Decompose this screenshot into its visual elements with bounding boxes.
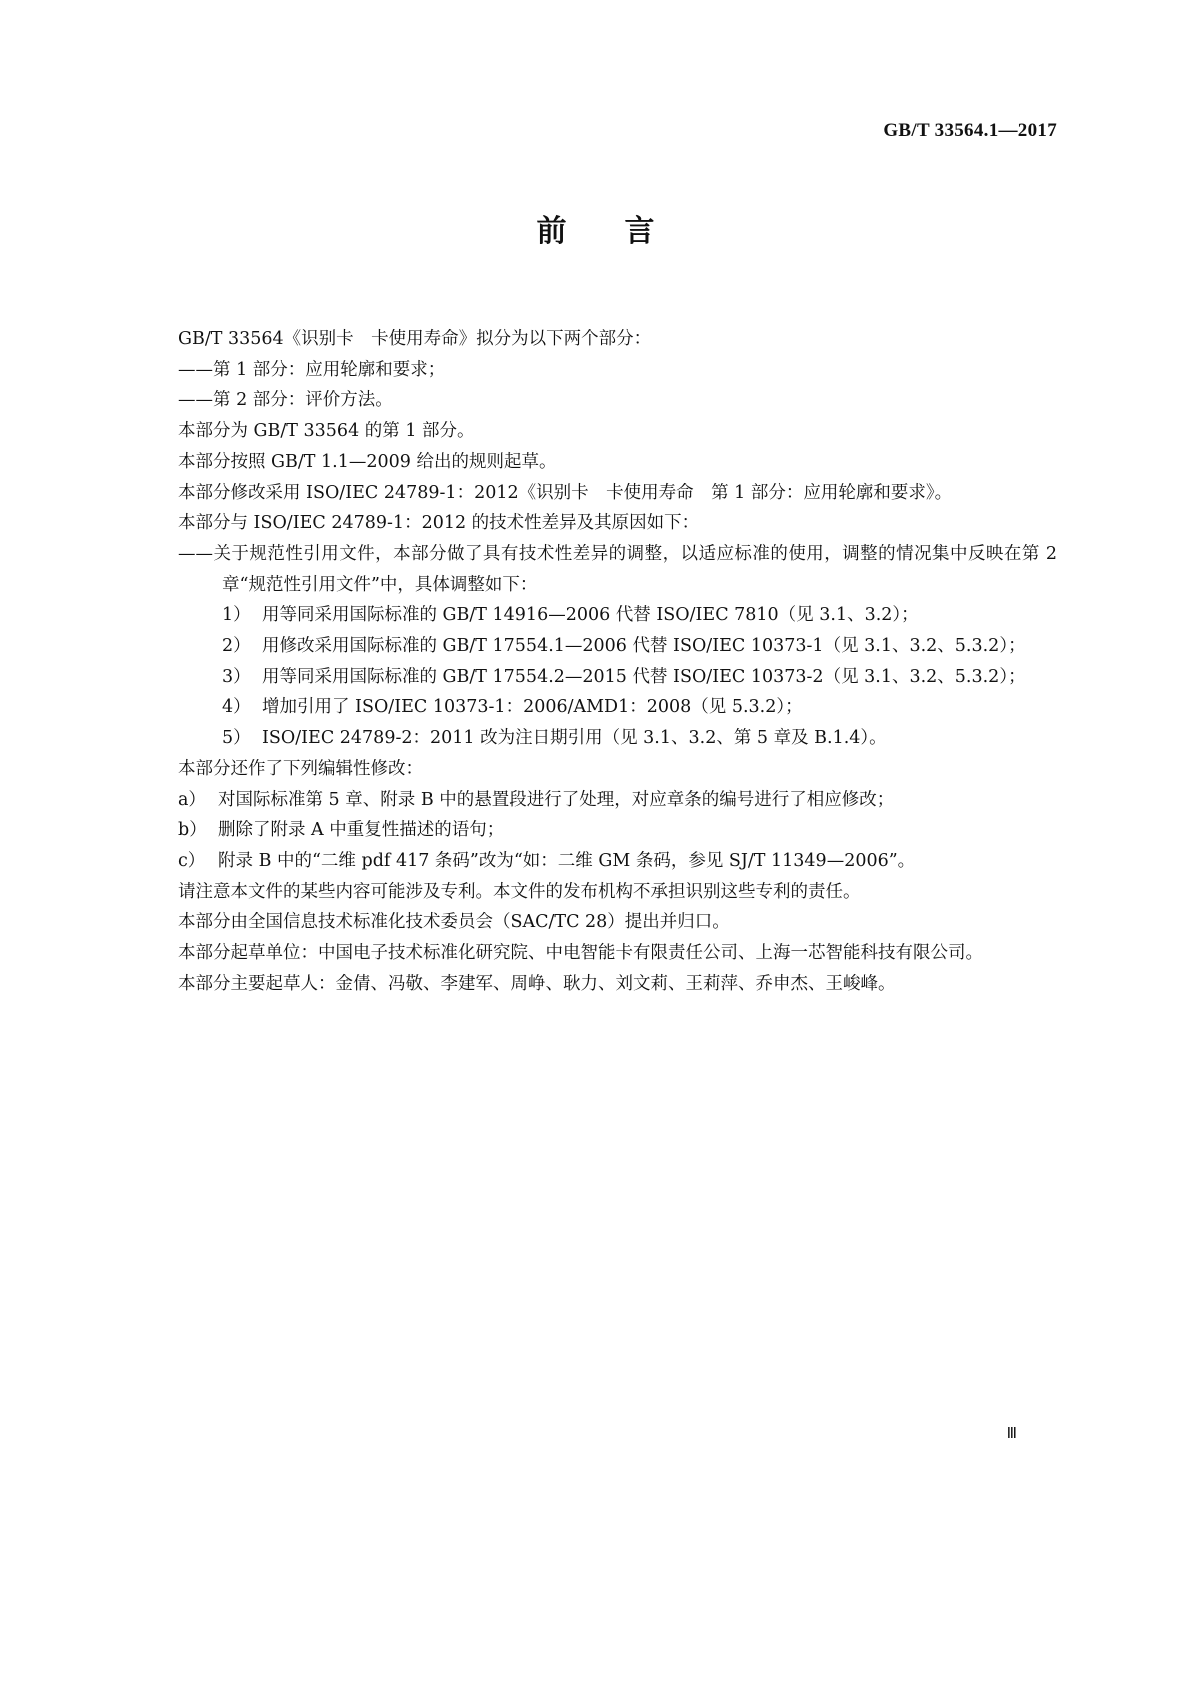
item-text: 用等同采用国际标准的 GB/T 17554.2—2015 代替 ISO/IEC 10373-2（见 3.1、3.2、5.3.2）； xyxy=(262,666,1026,687)
item-label: 1） xyxy=(222,605,251,626)
paragraph-series-intro: GB/T 33564《识别卡 卡使用寿命》拟分为以下两个部分： xyxy=(178,329,652,349)
item-text: 对国际标准第 5 章、附录 B 中的悬置段进行了处理，对应章条的编号进行了相应修改； xyxy=(218,789,895,810)
editorial-item-a xyxy=(134,785,1057,816)
item-label: 4） xyxy=(222,697,251,718)
paragraph-patent-notice: 请注意本文件的某些内容可能涉及专利。本文件的发布机构不承担识别这些专利的责任。 xyxy=(178,881,861,902)
paragraph-adoption: 本部分修改采用 ISO/IEC 24789-1：2012《识别卡 卡使用寿命 第 1 部分：应用轮廓和要求》。 xyxy=(178,482,953,503)
item-text: ISO/IEC 24789-2：2011 改为注日期引用（见 3.1、3.2、第 5 章及 B.1.4）。 xyxy=(262,728,887,749)
paragraph-proposer: 本部分由全国信息技术标准化技术委员会（SAC/TC 28）提出并归口。 xyxy=(178,912,730,933)
item-text: 附录 B 中的“二维 pdf 417 条码”改为“如：二维 GM 条码，参见 SJ/T 11349—2006”。 xyxy=(218,850,916,871)
numbered-item-5 xyxy=(134,723,1057,754)
page-title: 前言 xyxy=(536,214,713,249)
numbered-item-1 xyxy=(134,600,1057,631)
item-label: a） xyxy=(178,789,206,810)
standard-number: GB/T 33564.1—2017 xyxy=(883,120,1057,141)
numbered-item-4 xyxy=(134,692,1057,723)
item-text: 用等同采用国际标准的 GB/T 14916—2006 代替 ISO/IEC 7810（见 3.1、3.2）； xyxy=(262,605,919,626)
paragraph-part-statement: 本部分为 GB/T 33564 的第 1 部分。 xyxy=(178,421,475,442)
item-text: 用修改采用国际标准的 GB/T 17554.1—2006 代替 ISO/IEC 10373-1（见 3.1、3.2、5.3.2）； xyxy=(262,636,1026,657)
numbered-item-2 xyxy=(134,631,1057,662)
item-label: 2） xyxy=(222,636,251,657)
list-item-normative-references: ——关于规范性引用文件，本部分做了具有技术性差异的调整，以适应标准的使用，调整的情况集中反映在第 2 章“规范性引用文件”中，具体调整如下： xyxy=(178,543,1057,595)
editorial-item-b xyxy=(134,815,1057,846)
paragraph-drafters: 本部分主要起草人：金倩、冯敬、李建军、周峥、耿力、刘文莉、王莉萍、乔申杰、王峻峰。 xyxy=(178,973,896,994)
item-label: b） xyxy=(178,820,207,841)
item-label: c） xyxy=(178,850,206,871)
paragraph-editorial-intro: 本部分还作了下列编辑性修改： xyxy=(178,758,423,779)
page-number: Ⅲ xyxy=(1006,1426,1017,1442)
paragraph-differences-intro: 本部分与 ISO/IEC 24789-1：2012 的技术性差异及其原因如下： xyxy=(178,513,700,534)
list-item-part-2: ——第 2 部分：评价方法。 xyxy=(178,390,393,411)
document-body xyxy=(134,324,1057,999)
paragraph-drafting-units: 本部分起草单位：中国电子技术标准化研究院、中电智能卡有限责任公司、上海一芯智能科技有限公司。 xyxy=(178,943,983,964)
item-label: 5） xyxy=(222,728,251,749)
item-label: 3） xyxy=(222,666,251,687)
list-item-part-1: ——第 1 部分：应用轮廓和要求； xyxy=(178,359,446,380)
item-text: 增加引用了 ISO/IEC 10373-1：2006/AMD1：2008（见 5.3.2）； xyxy=(262,697,803,718)
numbered-item-3 xyxy=(134,662,1057,693)
paragraph-drafting-rules: 本部分按照 GB/T 1.1—2009 给出的规则起草。 xyxy=(178,451,557,472)
item-text: 删除了附录 A 中重复性描述的语句； xyxy=(218,820,505,841)
editorial-item-c xyxy=(134,846,1057,877)
